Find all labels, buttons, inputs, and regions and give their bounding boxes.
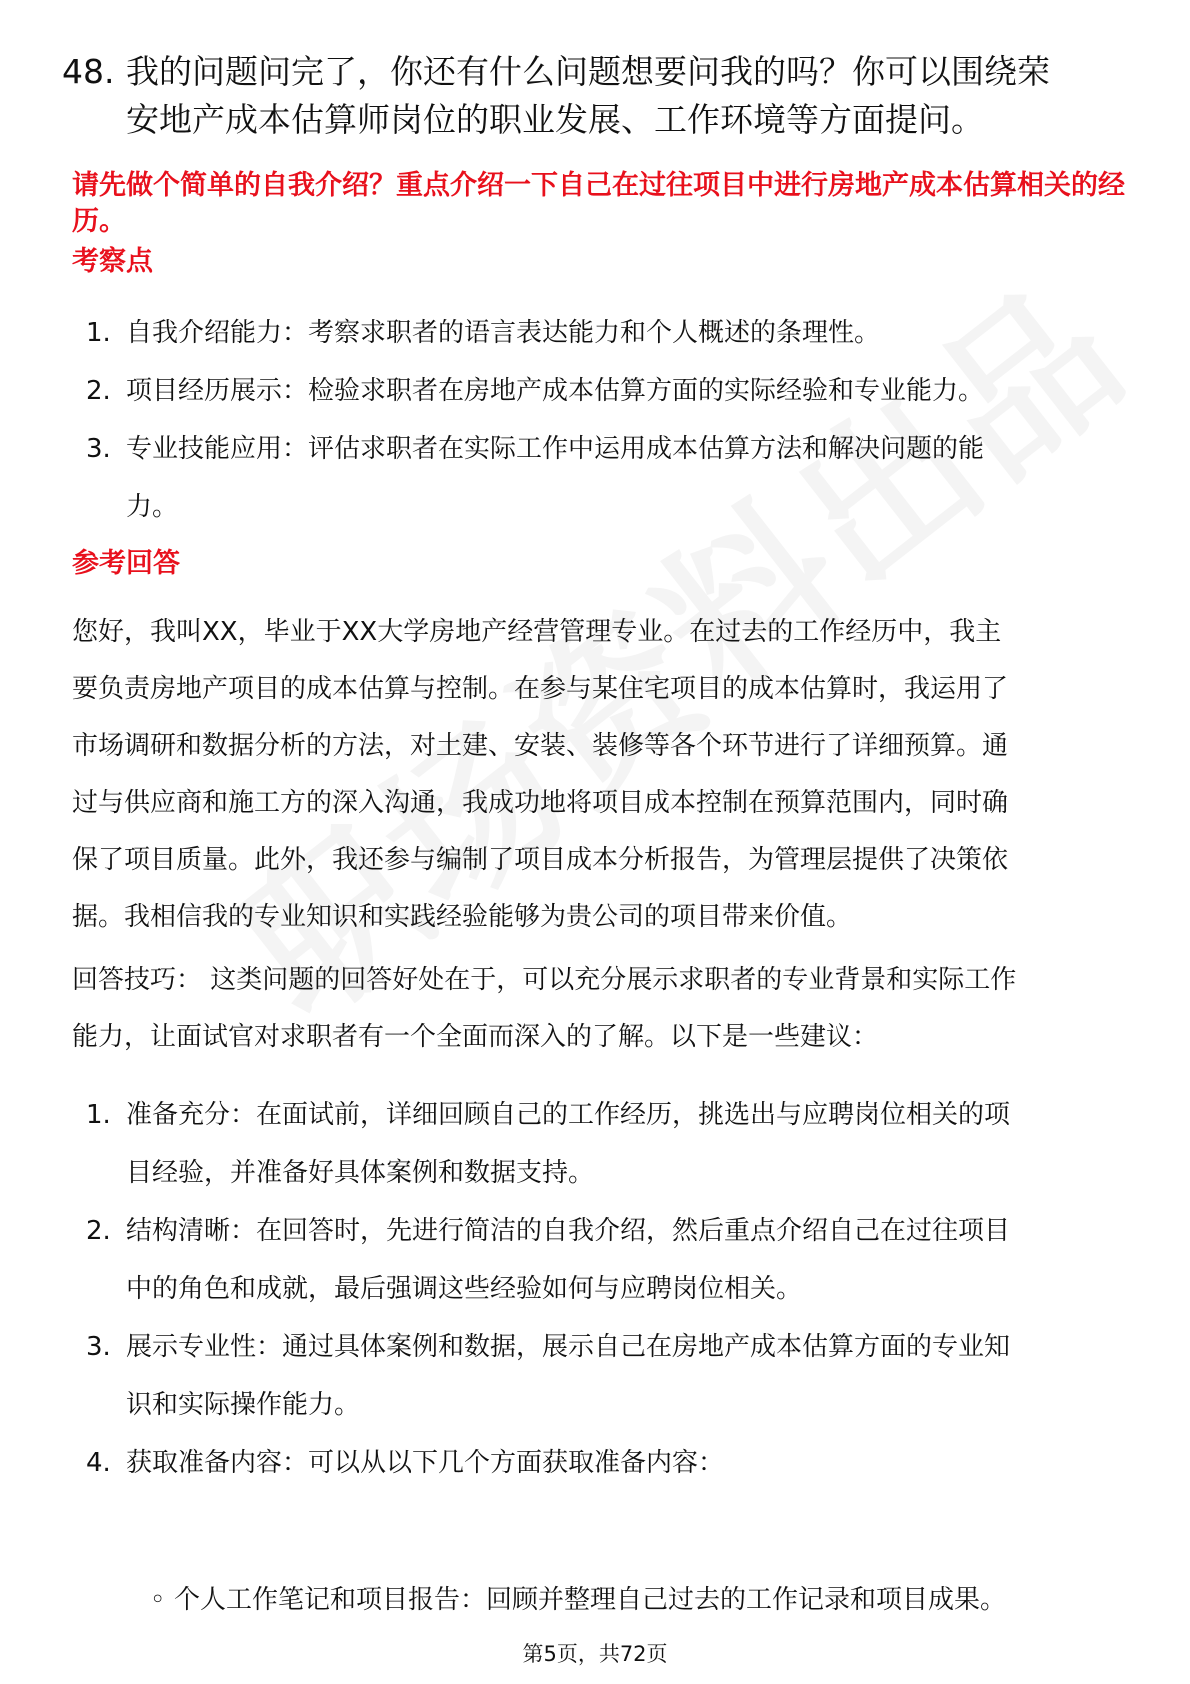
tips-line: 能力，让面试官对求职者有一个全面而深入的了解。以下是一些建议：: [72, 1022, 879, 1052]
focus-item: [72, 304, 1132, 362]
tips-list: [72, 1086, 1132, 1492]
sub-tip-text: 个人工作笔记和项目报告：回顾并整理自己过去的工作记录和项目成果。: [174, 1585, 1007, 1615]
question-title: [62, 48, 1142, 144]
tip-item-text-continued: 中的角色和成就，最后强调这些经验如何与应聘岗位相关。: [126, 1274, 803, 1304]
focus-item-text-continued: 力。: [126, 492, 179, 522]
answer-line: 您好，我叫XX，毕业于XX大学房地产经营管理专业。在过去的工作经历中，我主: [72, 617, 1002, 647]
tip-item-text: 结构清晰：在回答时，先进行简洁的自我介绍，然后重点介绍自己在过往项目: [126, 1216, 1011, 1246]
tip-item-text: 获取准备内容：可以从以下几个方面获取准备内容：: [126, 1448, 725, 1478]
answer-line: 过与供应商和施工方的深入沟通，我成功地将项目成本控制在预算范围内，同时确: [72, 788, 1009, 818]
tip-item-text-continued: 识和实际操作能力。: [126, 1390, 361, 1420]
tip-item: [72, 1202, 1132, 1318]
tip-item: [72, 1434, 1132, 1492]
answer-tips-intro: [72, 952, 1132, 1066]
question-number: 48.: [62, 52, 115, 91]
tip-item-text-continued: 目经验，并准备好具体案例和数据支持。: [126, 1158, 595, 1188]
answer-line: 据。我相信我的专业知识和实践经验能够为贵公司的项目带来价值。: [72, 902, 853, 932]
question-line-2: 安地产成本估算师岗位的职业发展、工作环境等方面提问。: [126, 100, 984, 139]
question-line-1: 我的问题问完了，你还有什么问题想要问我的吗？你可以围绕荣: [126, 52, 1050, 91]
focus-item: [72, 420, 1132, 536]
tip-item-number: 4.: [86, 1448, 111, 1478]
focus-label: 考察点: [72, 246, 153, 277]
focus-item: [72, 362, 1132, 420]
focus-item-text: 自我介绍能力：考察求职者的语言表达能力和个人概述的条理性。: [126, 318, 881, 348]
focus-item-number: 2.: [86, 376, 111, 406]
tip-item-number: 2.: [86, 1216, 111, 1246]
tip-item-number: 3.: [86, 1332, 111, 1362]
tips-line: 回答技巧： 这类问题的回答好处在于，可以充分展示求职者的专业背景和实际工作: [72, 965, 1017, 995]
answer-line: 要负责房地产项目的成本估算与控制。在参与某住宅项目的成本估算时，我运用了: [72, 674, 1009, 704]
bullet-icon: ◦: [150, 1585, 166, 1615]
focus-item-text: 专业技能应用：评估求职者在实际工作中运用成本估算方法和解决问题的能: [126, 434, 985, 464]
focus-item-text: 项目经历展示：检验求职者在房地产成本估算方面的实际经验和专业能力。: [126, 376, 985, 406]
reference-label: 参考回答: [72, 548, 180, 579]
focus-item-number: 1.: [86, 318, 111, 348]
tip-item: [72, 1318, 1132, 1434]
answer-line: 市场调研和数据分析的方法，对土建、安装、装修等各个环节进行了详细预算。通: [72, 731, 1009, 761]
answer-line: 保了项目质量。此外，我还参与编制了项目成本分析报告，为管理层提供了决策依: [72, 845, 1009, 875]
sub-question: 请先做个简单的自我介绍？重点介绍一下自己在过往项目中进行房地产成本估算相关的经历。: [72, 170, 1125, 237]
tip-item-text: 展示专业性：通过具体案例和数据，展示自己在房地产成本估算方面的专业知: [126, 1332, 1011, 1362]
page-footer: 第5页，共72页: [522, 1642, 668, 1666]
tip-item-number: 1.: [86, 1100, 111, 1130]
focus-item-number: 3.: [86, 434, 111, 464]
reference-answer: [72, 604, 1132, 946]
focus-list: [72, 304, 1132, 536]
tip-item: [72, 1086, 1132, 1202]
sub-tip-item: [150, 1580, 1006, 1620]
tip-item-text: 准备充分：在面试前，详细回顾自己的工作经历，挑选出与应聘岗位相关的项: [126, 1100, 1011, 1130]
